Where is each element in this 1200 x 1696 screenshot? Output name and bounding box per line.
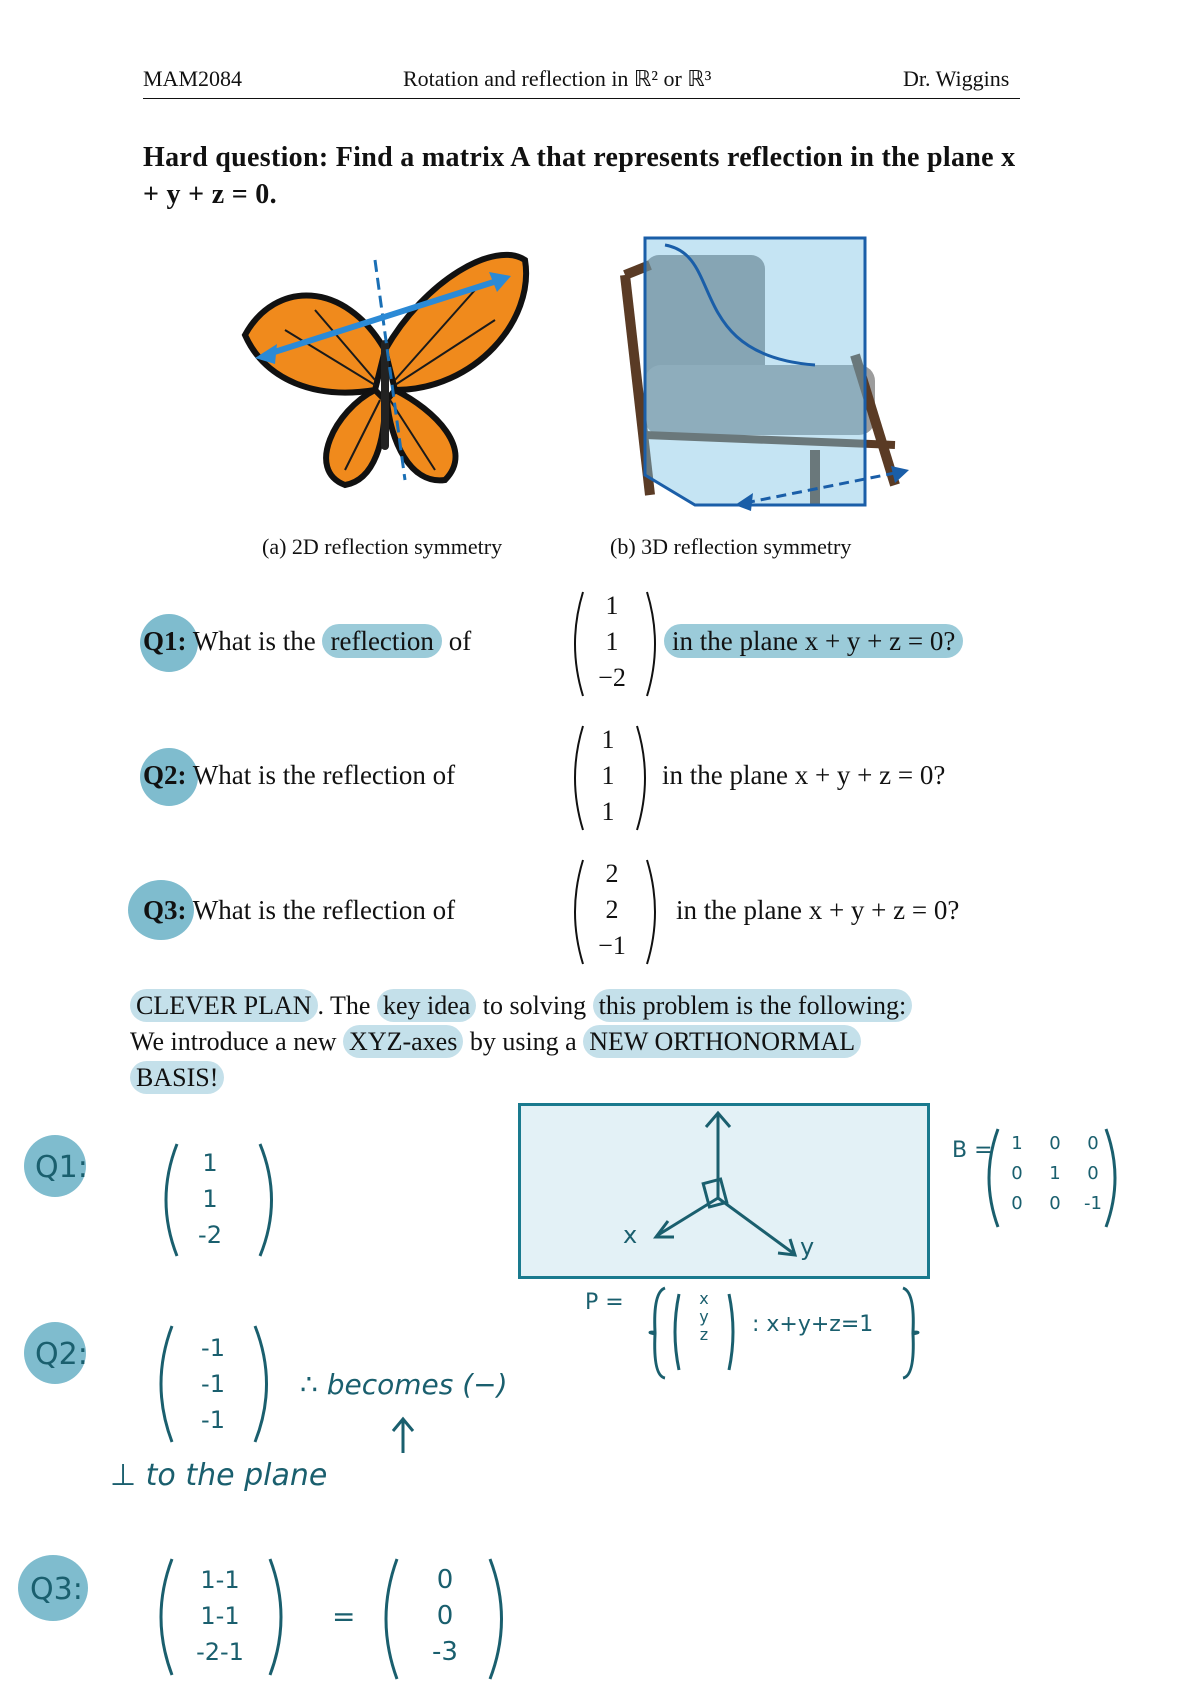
plan-text: to solving (476, 991, 593, 1020)
key-idea-term: key idea (377, 989, 476, 1022)
vector-entry: -2-1 (196, 1638, 244, 1666)
vector-entry: −1 (598, 931, 626, 960)
plan-text: by using a (463, 1027, 584, 1056)
hw-q2-note: ∴ becomes (−) (300, 1368, 508, 1401)
q1-label: Q1: (143, 626, 187, 656)
header-rule (143, 98, 1020, 99)
q1-tail-text: in the plane x + y + z = 0? (664, 624, 963, 658)
axis-y-label: y (800, 1233, 815, 1261)
q3-label: Q3: (143, 895, 187, 925)
vector-entry: -3 (432, 1637, 458, 1667)
b-matrix (998, 1128, 1112, 1218)
chair-image (625, 238, 909, 511)
orthonormal-term: NEW ORTHONORMAL (583, 1025, 861, 1058)
header-title: Rotation and reflection in ℝ² or ℝ³ (403, 66, 712, 91)
basis-term: BASIS! (130, 1061, 224, 1094)
q3-tail: in the plane x + y + z = 0? (676, 895, 960, 925)
matrix-cell: 0 (1011, 1192, 1023, 1214)
hw-q3-label: Q3: (30, 1572, 83, 1607)
matrix-cell: 0 (1049, 1132, 1061, 1154)
q1-of: of (448, 626, 472, 656)
axes-panel (518, 1103, 930, 1279)
matrix-cell: 1 (1049, 1162, 1061, 1184)
matrix-cell: 1 (1011, 1132, 1023, 1154)
matrix-cell: 0 (1087, 1162, 1099, 1184)
vector-entry: 1-1 (200, 1602, 240, 1630)
butterfly-image (245, 255, 526, 485)
vector-entry: −2 (598, 663, 626, 692)
vector-entry: 1 (605, 591, 619, 620)
q2-lead: What is the reflection of (192, 760, 456, 790)
hard-question: Hard question: Find a matrix A that represents reflection in the plane x + y + z = 0. (143, 142, 1016, 210)
hw-q1-parentheses (155, 1140, 285, 1260)
caption-b: (b) 3D reflection symmetry (610, 534, 852, 559)
p-condition: : x+y+z=1 (752, 1312, 874, 1337)
q1-text (143, 626, 471, 657)
vector-entry: 0 (436, 1565, 454, 1595)
plan-highlight: this problem is the following: (593, 989, 913, 1022)
vector-entry: -1 (201, 1334, 225, 1362)
p-label: P = (585, 1290, 624, 1315)
vector-entry: 2 (605, 859, 619, 888)
vector-entry: -2 (198, 1221, 222, 1249)
q1-reflection-word: reflection (322, 624, 441, 658)
vector-entry: 1 (601, 797, 615, 826)
q2-tail: in the plane x + y + z = 0? (662, 760, 946, 790)
b-label: B = (952, 1138, 993, 1163)
hw-arrow-icon (388, 1415, 418, 1455)
matrix-cell: -1 (1084, 1192, 1102, 1214)
matrix-cell: 0 (1049, 1192, 1061, 1214)
q2-text (143, 760, 455, 791)
vector-entry: 1 (202, 1149, 218, 1177)
chair-figure (605, 235, 925, 515)
hw-q1-label: Q1: (35, 1150, 88, 1185)
clever-plan-paragraph (130, 988, 1025, 1096)
course-code: MAM2084 (143, 66, 243, 91)
hw-q2-parentheses (150, 1322, 280, 1447)
vector-entry: -1 (201, 1406, 225, 1434)
q2-label: Q2: (143, 760, 187, 790)
hw-q3-left-parentheses (150, 1555, 295, 1680)
plan-text: We introduce a new (130, 1027, 344, 1056)
vector-entry: -1 (201, 1370, 225, 1398)
vector-entry: 0 (436, 1601, 454, 1631)
plan-text: . The (317, 991, 377, 1020)
vector-entry: 1 (601, 761, 615, 790)
hw-q3-equals: = (332, 1600, 356, 1633)
vector-entry: 1 (601, 725, 615, 754)
q1-lead: What is the (192, 626, 316, 656)
matrix-cell: 0 (1087, 1132, 1099, 1154)
hw-q2-label: Q2: (35, 1337, 88, 1372)
q1-tail (664, 626, 963, 657)
xyz-axes-term: XYZ-axes (343, 1025, 463, 1058)
butterfly-figure (235, 240, 535, 500)
q1-parentheses (565, 588, 665, 700)
q3-parentheses (565, 856, 665, 968)
hw-q3-right-parentheses (375, 1555, 515, 1685)
vector-entry: 1 (202, 1185, 218, 1213)
q2-parentheses (565, 722, 655, 834)
p-set-vector: x y z (699, 1289, 709, 1344)
q3-lead: What is the reflection of (192, 895, 456, 925)
caption-a: (a) 2D reflection symmetry (262, 534, 503, 559)
vector-entry: 1-1 (200, 1566, 240, 1594)
axis-x-label: x (623, 1221, 638, 1249)
vector-entry: 2 (605, 895, 619, 924)
clever-plan-term: CLEVER PLAN (130, 989, 318, 1022)
vector-entry: 1 (605, 627, 619, 656)
header-author: Dr. Wiggins (903, 66, 1010, 91)
hw-q2-perp: ⊥ to the plane (110, 1458, 328, 1493)
q3-text (143, 895, 455, 926)
matrix-cell: 0 (1011, 1162, 1023, 1184)
